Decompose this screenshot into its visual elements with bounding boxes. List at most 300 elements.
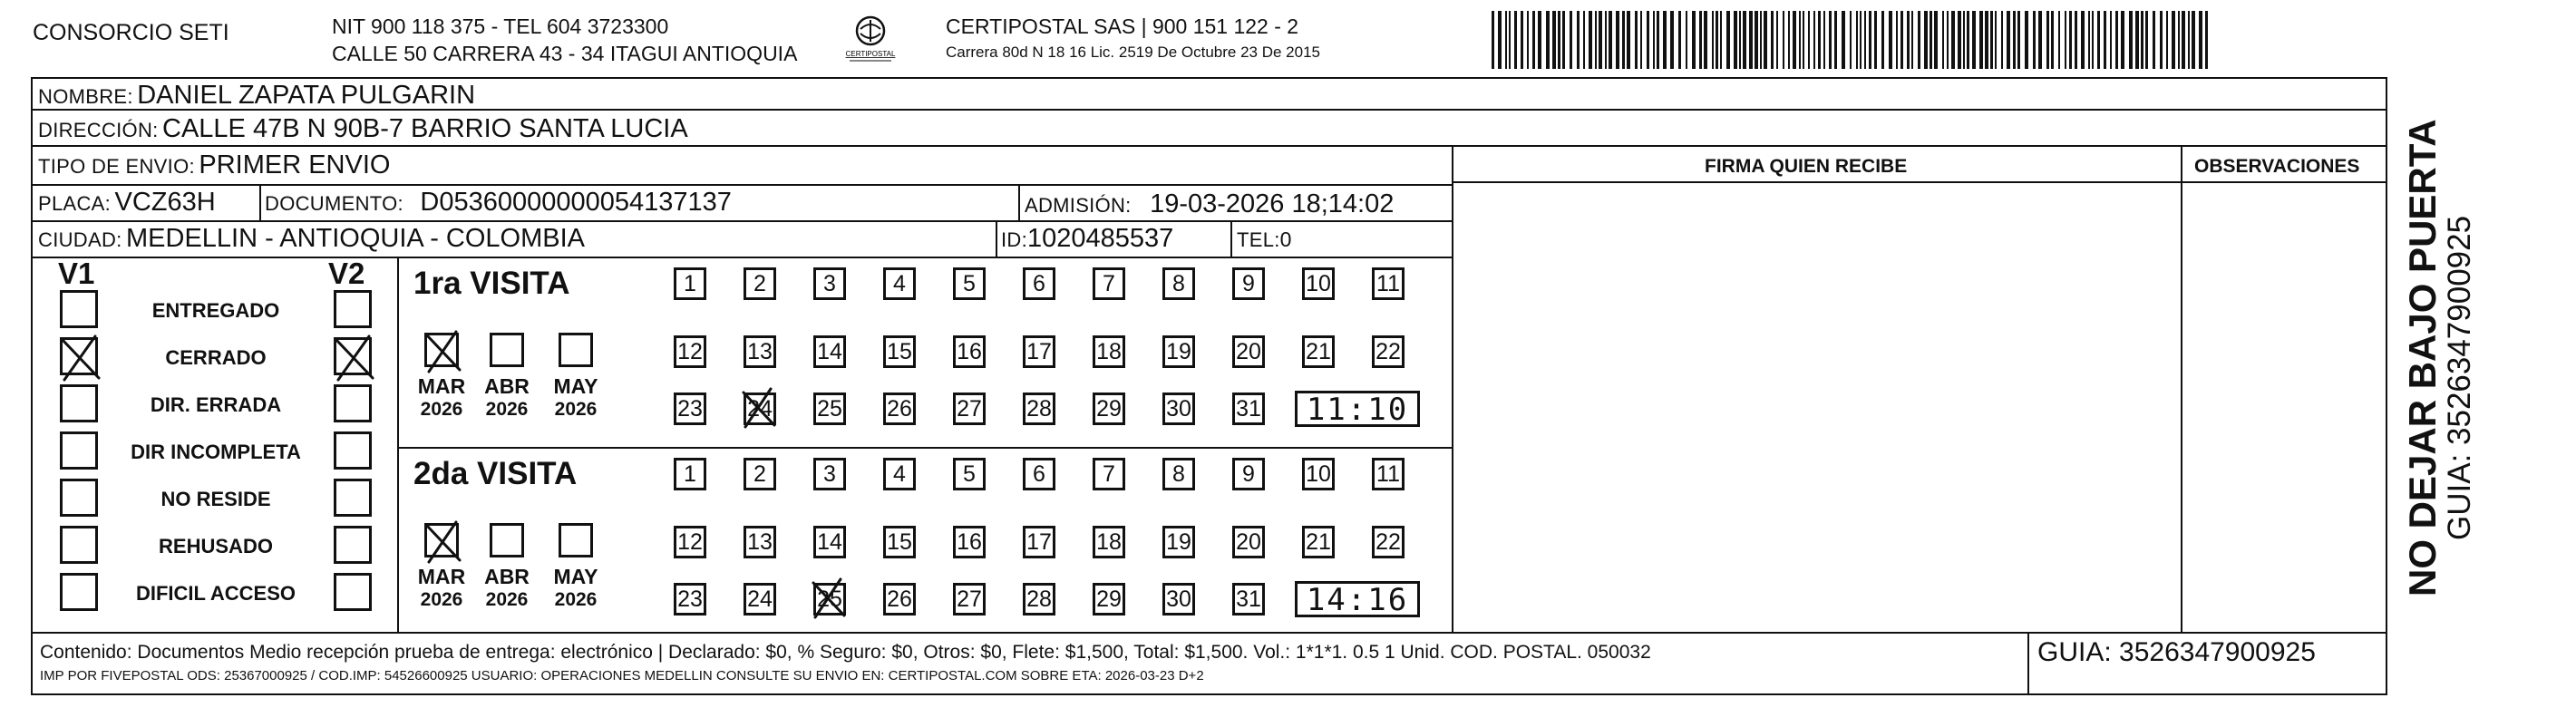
barcode-bar [1788,11,1790,69]
day-box[interactable]: 30 [1162,583,1195,616]
v2-header: V2 [328,257,365,290]
barcode-bar [1874,11,1877,69]
barcode-bar [2115,11,2118,69]
barcode-bar [1538,11,1541,69]
documento-value: D05360000000054137137 [420,188,732,217]
v1-checkbox[interactable] [60,337,98,375]
tipo-label: TIPO DE ENVIO: [38,155,195,178]
barcode-bar [1813,11,1815,69]
placa-label: PLACA: [38,192,112,215]
barcode-bar [1527,11,1529,69]
month-name: MAR [417,565,466,588]
month-checkbox[interactable] [424,333,459,367]
barcode-bar [1783,11,1784,69]
barcode-bar [2001,11,2003,69]
direccion-value: CALLE 47B N 90B-7 BARRIO SANTA LUCIA [162,114,688,143]
barcode-bar [1771,11,1774,69]
day-box[interactable]: 15 [883,335,916,368]
day-box[interactable]: 2 [744,458,776,490]
barcode-bar [1818,11,1821,69]
day-box[interactable]: 19 [1162,335,1195,368]
v1-checkbox[interactable] [60,290,98,328]
barcode-bar [1829,11,1832,69]
day-mark [813,583,846,616]
barcode-bar [1505,11,1507,69]
footer-divider [31,632,2387,634]
day-box[interactable]: 28 [1023,393,1055,425]
day-box[interactable]: 21 [1302,335,1335,368]
nombre-value: DANIEL ZAPATA PULGARIN [137,81,476,110]
month-name: MAY [553,374,598,398]
day-box[interactable]: 16 [953,526,986,558]
day-box[interactable]: 20 [1232,335,1265,368]
nombre-label: NOMBRE: [38,85,133,108]
visit-title: 2da VISITA [413,456,578,491]
day-box[interactable]: 1 [674,458,706,490]
status-option-label: NO RESIDE [160,488,271,510]
barcode-bar [1670,11,1674,69]
day-box[interactable]: 12 [674,526,706,558]
certipostal-logo [839,13,902,67]
certipostal-line-1: CERTIPOSTAL SAS | 900 151 122 - 2 [946,15,1299,38]
day-box[interactable]: 7 [1093,458,1125,490]
barcode-bar [1911,11,1913,69]
barcode-bar [1967,11,1969,69]
barcode-bar [1657,11,1659,69]
row-divider [31,257,1453,258]
month-name: MAY [553,565,598,588]
placa-value: VCZ63H [114,188,216,217]
barcode-bar [2153,11,2155,69]
svg-text:CERTIPOSTAL: CERTIPOSTAL [845,50,896,58]
row-divider [31,220,1453,222]
day-box[interactable]: 3 [813,267,846,300]
day-box[interactable]: 4 [883,267,916,300]
placa-field [38,188,216,218]
month-name: ABR [484,374,530,398]
month-label [548,566,604,611]
barcode-bar [1609,11,1612,69]
col-divider [259,184,261,220]
barcode-bar [1678,11,1681,69]
barcode-bar [2058,11,2060,69]
barcode-bar [1647,11,1649,69]
day-box[interactable]: 11 [1372,267,1405,300]
visit-divider [397,447,1453,449]
barcode-bar [1686,11,1687,69]
day-box[interactable]: 18 [1093,335,1125,368]
status-option-label: ENTREGADO [151,299,280,322]
barcode-bar [1546,11,1550,69]
barcode-bar [1963,11,1965,69]
barcode-bar [1532,11,1535,69]
barcode-bar [1640,11,1642,69]
day-box[interactable]: 18 [1093,526,1125,558]
day-box[interactable]: 4 [883,458,916,490]
day-box[interactable]: 31 [1232,393,1265,425]
side-guia: GUIA: 3526347900925 [2442,215,2477,540]
barcode-bar [2092,11,2094,69]
barcode-bar [2135,11,2139,69]
barcode-bar [1622,11,1625,69]
status-option-label: REHUSADO [159,535,273,557]
barcode-bar [1850,11,1852,69]
barcode-bar [2199,11,2202,69]
v1-checkbox[interactable] [60,526,98,564]
barcode-bar [1834,11,1837,69]
barcode-bar [1881,11,1884,69]
day-box[interactable]: 16 [953,335,986,368]
barcode-bar [1934,11,1938,69]
barcode-bar [2188,11,2190,69]
barcode-bar [2069,11,2072,69]
barcode-bar [1951,11,1955,69]
v1-checkbox[interactable] [60,479,98,517]
visit-time: 14:16 [1295,581,1420,617]
month-checkbox[interactable] [559,333,593,367]
barcode-bar [1663,11,1667,69]
col-divider [1230,220,1232,257]
col-divider [2181,145,2182,632]
guia-number: GUIA: 3526347900925 [2037,637,2316,667]
barcode-bar [2110,11,2112,69]
day-box[interactable]: 24 [744,583,776,616]
admision-value: 19-03-2026 18;14:02 [1150,189,1395,218]
day-mark [744,393,776,425]
barcode-bar [2038,11,2042,69]
barcode-bar [1889,11,1892,69]
tel-field [1237,228,1291,252]
barcode-bar [1509,11,1511,69]
nombre-field [38,81,475,111]
v2-checkbox[interactable] [334,337,372,375]
direccion-field [38,114,688,144]
barcode-bar [1947,11,1949,69]
barcode-bar [1492,11,1494,69]
barcode-bar [1605,11,1607,69]
day-box[interactable]: 14 [813,335,846,368]
barcode-bar [2075,11,2077,69]
barcode [1492,11,2212,69]
barcode-bar [1704,11,1707,69]
admision-field [1025,189,1394,219]
barcode-bar [1498,11,1502,69]
status-option-label: DIR. ERRADA [150,393,282,416]
day-box[interactable]: 9 [1232,458,1265,490]
handwritten-x-mark [423,330,462,368]
barcode-bar [1595,11,1597,69]
day-box[interactable]: 9 [1232,267,1265,300]
barcode-bar [2007,11,2010,69]
barcode-bar [1842,11,1845,69]
documento-label: DOCUMENTO: [265,192,403,215]
status-option-label: DIR INCOMPLETA [131,441,301,463]
nit-line-1: NIT 900 118 375 - TEL 604 3723300 [332,15,669,38]
day-box[interactable]: 15 [883,526,916,558]
row-divider [31,145,2387,147]
day-box[interactable]: 6 [1023,267,1055,300]
admision-label: ADMISIÓN: [1025,194,1132,217]
barcode-bar [2205,11,2208,69]
barcode-bar [2182,11,2185,69]
barcode-bar [1558,11,1560,69]
month-year: 2026 [485,589,529,610]
month-year: 2026 [420,399,463,420]
month-label [479,566,535,611]
ciudad-field [38,224,585,254]
barcode-bar [1726,11,1730,69]
month-label [548,375,604,421]
no-dejar-bajo-puerta: NO DEJAR BAJO PUERTA [2401,119,2444,596]
day-box[interactable]: 19 [1162,526,1195,558]
barcode-bar [1823,11,1825,69]
handwritten-x-mark [810,577,846,614]
day-box[interactable]: 25 [813,583,846,616]
day-box[interactable]: 5 [953,267,986,300]
col-divider [1018,184,1020,220]
col-divider [2027,632,2029,695]
barcode-bar [1864,11,1866,69]
barcode-bar [1942,11,1944,69]
barcode-bar [1907,11,1910,69]
barcode-bar [2033,11,2036,69]
month-name: MAR [417,374,466,398]
day-box[interactable]: 11 [1372,458,1405,490]
barcode-bar [2129,11,2133,69]
col-divider [1452,145,1453,632]
nit-line-2: CALLE 50 CARRERA 43 - 34 ITAGUI ANTIOQUIA [332,42,798,65]
barcode-bar [1716,11,1718,69]
ciudad-value: MEDELLIN - ANTIOQUIA - COLOMBIA [126,224,586,253]
month-year: 2026 [554,399,598,420]
col-divider [996,220,997,257]
v2-checkbox[interactable] [334,290,372,328]
barcode-bar [1720,11,1722,69]
day-box[interactable]: 8 [1162,267,1195,300]
barcode-bar [1521,11,1523,69]
row-divider [31,184,1453,186]
visit-time: 11:10 [1295,391,1420,427]
day-box[interactable]: 13 [744,526,776,558]
barcode-bar [1930,11,1932,69]
firma-header: FIRMA QUIEN RECIBE [1705,156,1908,177]
direccion-label: DIRECCIÓN: [38,119,159,141]
status-option-label: DIFICIL ACCESO [135,582,296,605]
barcode-bar [2017,11,2020,69]
barcode-bar [2178,11,2180,69]
barcode-bar [2088,11,2090,69]
day-box[interactable]: 7 [1093,267,1125,300]
day-box[interactable]: 25 [813,393,846,425]
barcode-bar [1755,11,1758,69]
id-field [1001,224,1173,254]
tipo-value: PRIMER ENVIO [199,150,391,179]
barcode-bar [1616,11,1619,69]
footer-content-line: Contenido: Documentos Medio recepción prueba de entrega: electrónico | Declarado: $0, % Seguro: $0, Otros: $0, Flete: $1,500, Total: $1,500. Vol.: 1*1*1. 0.5 1 Unid. COD. POSTAL. 050032 [40,642,1651,663]
barcode-bar [1793,11,1796,69]
day-box[interactable]: 22 [1372,335,1405,368]
barcode-bar [2097,11,2100,69]
day-box[interactable]: 29 [1093,583,1125,616]
documento-field [265,188,732,218]
day-box[interactable]: 2 [744,267,776,300]
barcode-bar [1712,11,1714,69]
barcode-bar [1799,11,1801,69]
barcode-bar [1995,11,1997,69]
handwritten-x-mark [423,520,462,558]
day-box[interactable]: 10 [1302,458,1335,490]
v1-checkbox[interactable] [60,431,98,470]
barcode-bar [1577,11,1580,69]
barcode-bar [1860,11,1862,69]
day-box[interactable]: 27 [953,583,986,616]
barcode-bar [1635,11,1638,69]
day-box[interactable]: 23 [674,583,706,616]
observaciones-header: OBSERVACIONES [2194,156,2360,177]
barcode-bar [2192,11,2195,69]
barcode-bar [1599,11,1602,69]
v2-checkbox[interactable] [334,479,372,517]
barcode-bar [1562,11,1565,69]
barcode-bar [2166,11,2168,69]
day-box[interactable]: 12 [674,335,706,368]
barcode-bar [1900,11,1903,69]
barcode-bar [1589,11,1592,69]
handwritten-x-mark [333,334,374,376]
day-box[interactable]: 26 [883,393,916,425]
day-box[interactable]: 17 [1023,335,1055,368]
barcode-bar [2145,11,2148,69]
barcode-bar [1803,11,1804,69]
day-box[interactable]: 6 [1023,458,1055,490]
day-box[interactable]: 27 [953,393,986,425]
barcode-bar [1918,11,1920,69]
barcode-bar [1764,11,1767,69]
status-option-label: CERRADO [165,346,267,369]
day-box[interactable]: 28 [1023,583,1055,616]
day-box[interactable]: 31 [1232,583,1265,616]
month-checkbox[interactable] [490,523,524,557]
barcode-bar [1808,11,1810,69]
v2-checkbox[interactable] [334,431,372,470]
month-label [413,566,470,611]
day-box[interactable]: 3 [813,458,846,490]
month-year: 2026 [420,589,463,610]
month-checkbox[interactable] [490,333,524,367]
day-box[interactable]: 21 [1302,526,1335,558]
month-name: ABR [484,565,530,588]
barcode-bar [2104,11,2106,69]
month-label [479,375,535,421]
barcode-bar [2051,11,2054,69]
day-box[interactable]: 23 [674,393,706,425]
certipostal-line-2: Carrera 80d N 18 16 Lic. 2519 De Octubre 23 De 2015 [946,44,1320,61]
col-divider [397,257,399,632]
day-box[interactable]: 8 [1162,458,1195,490]
month-year: 2026 [554,589,598,610]
day-box[interactable]: 26 [883,583,916,616]
day-box[interactable]: 17 [1023,526,1055,558]
barcode-bar [2141,11,2143,69]
month-checkbox[interactable] [559,523,593,557]
barcode-bar [1924,11,1928,69]
barcode-bar [1699,11,1702,69]
barcode-bar [1739,11,1741,69]
barcode-bar [1856,11,1858,69]
day-box[interactable]: 20 [1232,526,1265,558]
barcode-bar [1972,11,1976,69]
handwritten-x-mark [59,334,101,376]
id-label: ID: [1001,228,1028,251]
barcode-bar [1979,11,1983,69]
barcode-bar [1570,11,1572,69]
barcode-bar [1734,11,1737,69]
barcode-bar [1653,11,1655,69]
barcode-bar [1552,11,1556,69]
barcode-bar [2121,11,2124,69]
day-box[interactable]: 5 [953,458,986,490]
ciudad-label: CIUDAD: [38,228,122,251]
v1-checkbox[interactable] [60,573,98,611]
v2-checkbox[interactable] [334,384,372,422]
tel-label: TEL: [1237,228,1280,251]
barcode-bar [1692,11,1696,69]
barcode-bar [2081,11,2085,69]
barcode-bar [2160,11,2163,69]
barcode-bar [1749,11,1753,69]
v2-checkbox[interactable] [334,573,372,611]
day-box[interactable]: 1 [674,267,706,300]
barcode-bar [2065,11,2066,69]
tipo-field [38,150,390,180]
day-box[interactable]: 22 [1372,526,1405,558]
barcode-bar [1627,11,1630,69]
day-box[interactable]: 14 [813,526,846,558]
tel-value: 0 [1279,228,1292,251]
barcode-bar [2013,11,2016,69]
section-header-divider [1453,181,2387,183]
barcode-bar [1583,11,1585,69]
barcode-bar [2172,11,2175,69]
v1-header: V1 [58,257,95,290]
handwritten-x-mark [740,387,776,423]
visit-title: 1ra VISITA [413,266,570,301]
day-box[interactable]: 30 [1162,393,1195,425]
v1-checkbox[interactable] [60,384,98,422]
day-box[interactable]: 29 [1093,393,1125,425]
id-value: 1020485537 [1027,224,1174,253]
barcode-bar [1869,11,1871,69]
footer-print-line: IMP POR FIVEPOSTAL ODS: 25367000925 / COD.IMP: 54526600925 USUARIO: OPERACIONES MEDELLIN CONSULTE SU ENVIO EN: CERTIPOSTAL.COM SOBRE ETA: 2026-03-23 D+2 [40,668,1204,683]
barcode-bar [1743,11,1746,69]
barcode-bar [2025,11,2028,69]
day-box[interactable]: 24 [744,393,776,425]
barcode-bar [1514,11,1517,69]
barcode-bar [1760,11,1762,69]
v2-checkbox[interactable] [334,526,372,564]
barcode-bar [1958,11,1961,69]
barcode-bar [1985,11,1988,69]
barcode-bar [1896,11,1898,69]
month-year: 2026 [485,399,529,420]
company-name: CONSORCIO SETI [33,20,229,45]
month-label [413,375,470,421]
barcode-bar [1776,11,1778,69]
month-checkbox[interactable] [424,523,459,557]
day-box[interactable]: 13 [744,335,776,368]
day-box[interactable]: 10 [1302,267,1335,300]
barcode-bar [2046,11,2049,69]
